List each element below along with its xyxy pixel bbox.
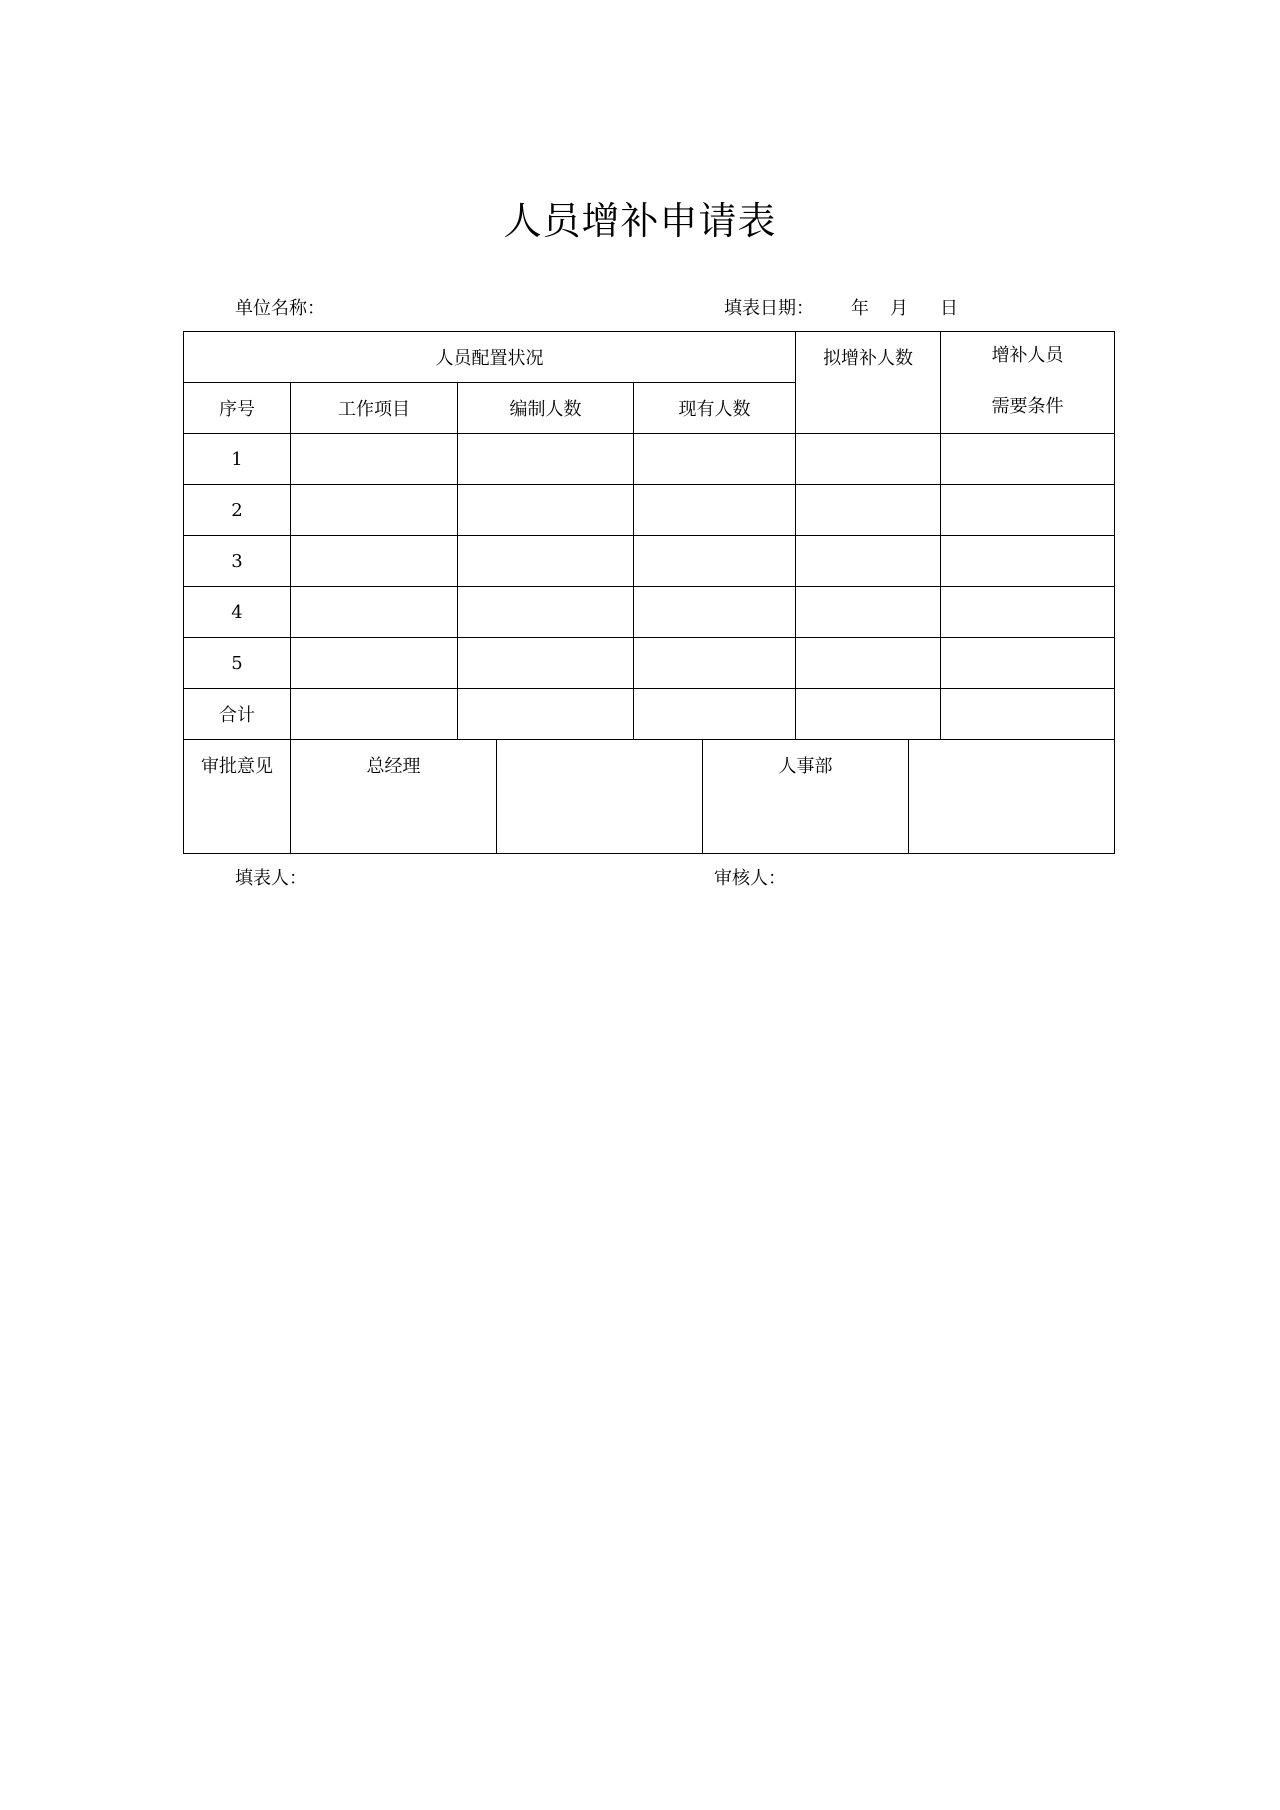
- requirements-cell[interactable]: [941, 536, 1115, 587]
- row-serial: 5: [184, 638, 291, 689]
- total-authorized-count-cell[interactable]: [458, 689, 634, 740]
- approval-label: 审批意见: [184, 740, 291, 854]
- work-item-cell[interactable]: [291, 536, 458, 587]
- row-serial: 3: [184, 536, 291, 587]
- authorized-count-cell[interactable]: [458, 485, 634, 536]
- proposed-count-header: 拟增补人数: [796, 332, 941, 434]
- col-header-current-count: 现有人数: [634, 383, 796, 434]
- year-label: 年: [851, 298, 869, 319]
- table-row: [184, 587, 1115, 638]
- col-header-serial: 序号: [184, 383, 291, 434]
- work-item-cell[interactable]: [291, 434, 458, 485]
- table-row: [184, 434, 1115, 485]
- work-item-cell[interactable]: [291, 587, 458, 638]
- hr-department-opinion-cell[interactable]: [909, 740, 1115, 854]
- total-work-item-cell[interactable]: [291, 689, 458, 740]
- reviewer-label: 审核人：: [714, 868, 786, 889]
- proposed-count-cell[interactable]: [796, 434, 941, 485]
- row-serial: 1: [184, 434, 291, 485]
- proposed-count-cell[interactable]: [796, 587, 941, 638]
- current-count-cell[interactable]: [634, 536, 796, 587]
- requirements-header-line1: 增补人员: [991, 345, 1064, 366]
- general-manager-label: 总经理: [291, 740, 497, 854]
- requirements-cell[interactable]: [941, 485, 1115, 536]
- current-count-cell[interactable]: [634, 434, 796, 485]
- filler-label: 填表人：: [235, 868, 307, 889]
- total-proposed-count-cell[interactable]: [796, 689, 941, 740]
- fill-date-label: 填表日期：: [724, 298, 814, 319]
- col-header-work-item: 工作项目: [291, 383, 458, 434]
- current-count-cell[interactable]: [634, 587, 796, 638]
- table-row: [184, 536, 1115, 587]
- authorized-count-cell[interactable]: [458, 587, 634, 638]
- day-label: 日: [940, 298, 958, 319]
- general-manager-opinion-cell[interactable]: [497, 740, 703, 854]
- proposed-count-cell[interactable]: [796, 536, 941, 587]
- staff-request-table: [183, 331, 1115, 854]
- proposed-count-cell[interactable]: [796, 638, 941, 689]
- requirements-cell[interactable]: [941, 638, 1115, 689]
- current-count-cell[interactable]: [634, 638, 796, 689]
- month-label: 月: [890, 298, 908, 319]
- hr-department-label: 人事部: [703, 740, 909, 854]
- total-requirements-cell[interactable]: [941, 689, 1115, 740]
- authorized-count-cell[interactable]: [458, 536, 634, 587]
- requirements-cell[interactable]: [941, 434, 1115, 485]
- approval-row: [184, 740, 1115, 854]
- row-serial: 2: [184, 485, 291, 536]
- row-serial: 4: [184, 587, 291, 638]
- page-title: 人员增补申请表: [503, 199, 777, 243]
- unit-name-label: 单位名称：: [235, 298, 325, 319]
- current-count-cell[interactable]: [634, 485, 796, 536]
- work-item-cell[interactable]: [291, 638, 458, 689]
- col-header-authorized-count: 编制人数: [458, 383, 634, 434]
- table-row: [184, 638, 1115, 689]
- staffing-status-header: 人员配置状况: [184, 332, 796, 383]
- authorized-count-cell[interactable]: [458, 434, 634, 485]
- total-current-count-cell[interactable]: [634, 689, 796, 740]
- total-row: [184, 689, 1115, 740]
- proposed-count-cell[interactable]: [796, 485, 941, 536]
- table-row: [184, 485, 1115, 536]
- work-item-cell[interactable]: [291, 485, 458, 536]
- requirements-header-line2: 需要条件: [991, 396, 1064, 417]
- requirements-cell[interactable]: [941, 587, 1115, 638]
- authorized-count-cell[interactable]: [458, 638, 634, 689]
- total-label: 合计: [184, 689, 291, 740]
- requirements-header: [941, 332, 1115, 434]
- header-row-1: [184, 332, 1115, 383]
